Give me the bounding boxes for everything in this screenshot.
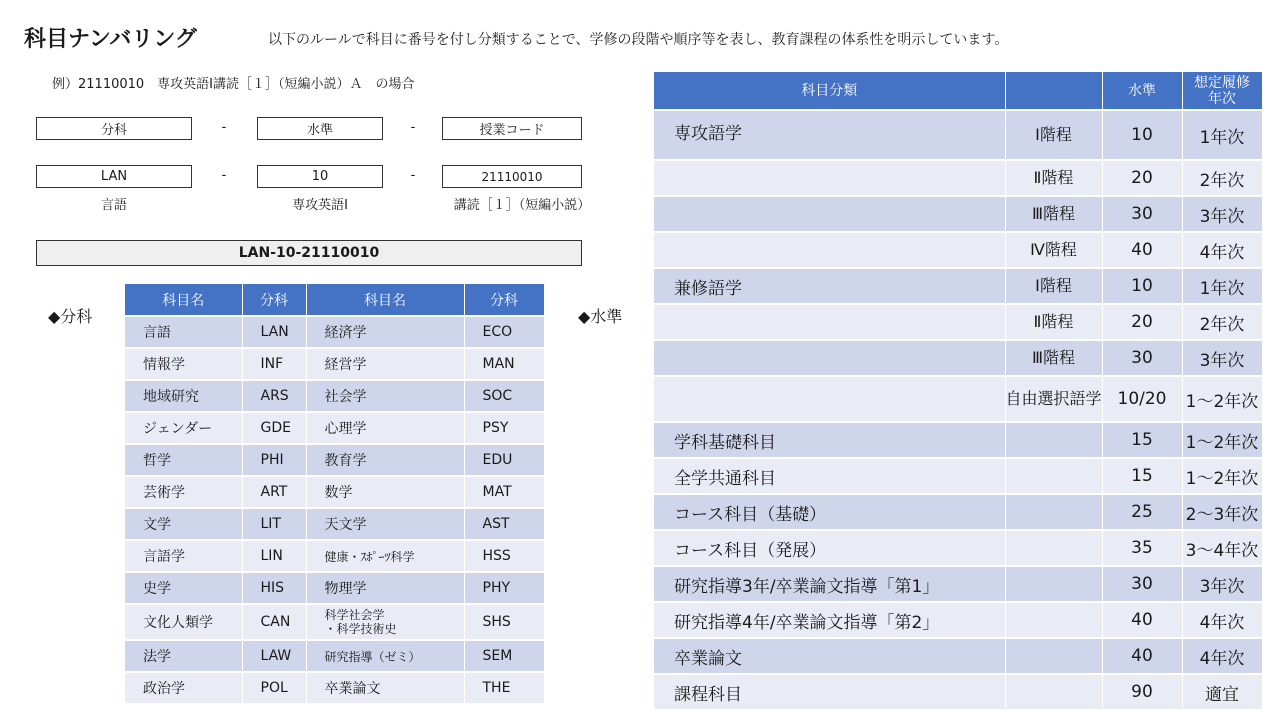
- bunka-code: SOC: [464, 380, 544, 412]
- suijun-row: [654, 674, 1262, 710]
- bunka-code: ECO: [464, 316, 544, 348]
- bunka-header-row: [125, 284, 544, 316]
- bunka-subject-name: 物理学: [306, 572, 464, 604]
- suijun-stage: Ⅰ階程: [1005, 268, 1102, 304]
- bunka-code: PSY: [464, 412, 544, 444]
- bunka-code: SEM: [464, 640, 544, 672]
- bunka-row: [125, 316, 544, 348]
- bunka-row: [125, 476, 544, 508]
- value-box-bunka: LAN: [36, 165, 192, 188]
- separator: -: [221, 120, 227, 135]
- suijun-year: 1年次: [1182, 110, 1262, 160]
- suijun-category: [654, 340, 1005, 376]
- bunka-header: 科目名: [125, 284, 242, 316]
- bunka-code: PHI: [242, 444, 306, 476]
- suijun-level: 30: [1102, 340, 1182, 376]
- suijun-category: 専攻語学: [654, 110, 1005, 160]
- suijun-level: 15: [1102, 458, 1182, 494]
- suijun-year: 4年次: [1182, 602, 1262, 638]
- suijun-year: 1～2年次: [1182, 458, 1262, 494]
- bunka-subject-name: 言語学: [125, 540, 242, 572]
- suijun-row: [654, 232, 1262, 268]
- bunka-header: 科目名: [306, 284, 464, 316]
- bunka-subject-name: 芸術学: [125, 476, 242, 508]
- combined-code: LAN-10-21110010: [36, 240, 582, 266]
- suijun-category: 課程科目: [654, 674, 1005, 710]
- suijun-year: 3年次: [1182, 340, 1262, 376]
- suijun-stage: [1005, 602, 1102, 638]
- bunka-table: [125, 284, 545, 705]
- bunka-code: PHY: [464, 572, 544, 604]
- bunka-code: POL: [242, 672, 306, 704]
- bunka-subject-name: 政治学: [125, 672, 242, 704]
- bunka-code: LIT: [242, 508, 306, 540]
- bunka-row: [125, 380, 544, 412]
- bunka-subject-name: 研究指導（ゼミ）: [306, 640, 464, 672]
- suijun-year: 1～2年次: [1182, 422, 1262, 458]
- suijun-stage: [1005, 674, 1102, 710]
- value-box-jugyo-code: 21110010: [442, 165, 582, 188]
- suijun-category: 研究指導3年/卒業論文指導「第1」: [654, 566, 1005, 602]
- suijun-level: 10: [1102, 268, 1182, 304]
- bunka-row: [125, 540, 544, 572]
- suijun-row: [654, 494, 1262, 530]
- bunka-subject-name: ジェンダー: [125, 412, 242, 444]
- page-description: 以下のルールで科目に番号を付し分類することで、学修の段階や順序等を表し、教育課程の体系性を明示しています。: [268, 32, 1009, 48]
- label-box-suijun: 水準: [257, 117, 383, 140]
- bunka-row: [125, 640, 544, 672]
- suijun-year: 3年次: [1182, 196, 1262, 232]
- suijun-level: 30: [1102, 566, 1182, 602]
- label-box-bunka: 分科: [36, 117, 192, 140]
- bunka-code: EDU: [464, 444, 544, 476]
- suijun-stage: Ⅲ階程: [1005, 196, 1102, 232]
- suijun-year: 4年次: [1182, 638, 1262, 674]
- bunka-subject-name: 科学社会学 ・科学技術史: [306, 604, 464, 640]
- suijun-stage: [1005, 566, 1102, 602]
- suijun-level: 35: [1102, 530, 1182, 566]
- suijun-category: [654, 196, 1005, 232]
- bunka-code: ART: [242, 476, 306, 508]
- suijun-header: 想定履修 年次: [1182, 72, 1262, 110]
- bunka-code: LIN: [242, 540, 306, 572]
- suijun-category: 卒業論文: [654, 638, 1005, 674]
- bunka-code: THE: [464, 672, 544, 704]
- suijun-year: 4年次: [1182, 232, 1262, 268]
- bunka-subject-name: 言語: [125, 316, 242, 348]
- suijun-stage: [1005, 494, 1102, 530]
- bunka-row: [125, 672, 544, 704]
- suijun-row: [654, 458, 1262, 494]
- separator: -: [221, 168, 227, 183]
- bunka-code: GDE: [242, 412, 306, 444]
- suijun-category: コース科目（発展）: [654, 530, 1005, 566]
- suijun-stage: [1005, 530, 1102, 566]
- bunka-section-label: ◆分科: [48, 307, 93, 326]
- suijun-row: [654, 196, 1262, 232]
- suijun-row: [654, 376, 1262, 422]
- suijun-level: 10: [1102, 110, 1182, 160]
- suijun-row: [654, 422, 1262, 458]
- bunka-code: LAN: [242, 316, 306, 348]
- bunka-subject-name: 地域研究: [125, 380, 242, 412]
- bunka-subject-name: 社会学: [306, 380, 464, 412]
- bunka-code: MAN: [464, 348, 544, 380]
- bunka-subject-name: 法学: [125, 640, 242, 672]
- page-title: 科目ナンバリング: [24, 27, 197, 52]
- bunka-code: MAT: [464, 476, 544, 508]
- suijun-stage: [1005, 458, 1102, 494]
- suijun-level: 40: [1102, 638, 1182, 674]
- bunka-subject-name: 経営学: [306, 348, 464, 380]
- suijun-row: [654, 304, 1262, 340]
- suijun-header: 水準: [1102, 72, 1182, 110]
- bunka-row: [125, 604, 544, 640]
- suijun-stage: Ⅱ階程: [1005, 160, 1102, 196]
- suijun-level: 10/20: [1102, 376, 1182, 422]
- bunka-subject-name: 数学: [306, 476, 464, 508]
- suijun-category: 兼修語学: [654, 268, 1005, 304]
- suijun-level: 20: [1102, 160, 1182, 196]
- bunka-subject-name: 天文学: [306, 508, 464, 540]
- bunka-code: INF: [242, 348, 306, 380]
- separator: -: [410, 168, 416, 183]
- suijun-stage: [1005, 422, 1102, 458]
- separator: -: [410, 120, 416, 135]
- bunka-row: [125, 508, 544, 540]
- bunka-code: CAN: [242, 604, 306, 640]
- suijun-row: [654, 602, 1262, 638]
- suijun-category: [654, 160, 1005, 196]
- suijun-year: 2年次: [1182, 304, 1262, 340]
- suijun-stage: Ⅳ階程: [1005, 232, 1102, 268]
- suijun-category: 学科基礎科目: [654, 422, 1005, 458]
- bunka-code: HSS: [464, 540, 544, 572]
- suijun-level: 25: [1102, 494, 1182, 530]
- label-box-jugyo-code: 授業コード: [442, 117, 582, 140]
- value-box-suijun: 10: [257, 165, 383, 188]
- suijun-level: 90: [1102, 674, 1182, 710]
- bunka-subject-name: 哲学: [125, 444, 242, 476]
- suijun-category: [654, 376, 1005, 422]
- suijun-row: [654, 340, 1262, 376]
- bunka-row: [125, 444, 544, 476]
- suijun-stage: Ⅲ階程: [1005, 340, 1102, 376]
- suijun-level: 40: [1102, 602, 1182, 638]
- bunka-subject-name: 健康・ｽﾎﾟｰﾂ科学: [306, 540, 464, 572]
- suijun-category: コース科目（基礎）: [654, 494, 1005, 530]
- bunka-subject-name: 教育学: [306, 444, 464, 476]
- bunka-row: [125, 572, 544, 604]
- suijun-stage: [1005, 638, 1102, 674]
- suijun-row: [654, 160, 1262, 196]
- bunka-code: HIS: [242, 572, 306, 604]
- suijun-year: 3～4年次: [1182, 530, 1262, 566]
- bunka-subject-name: 情報学: [125, 348, 242, 380]
- suijun-section-label: ◆水準: [578, 307, 623, 326]
- suijun-row: [654, 110, 1262, 160]
- bunka-row: [125, 348, 544, 380]
- suijun-row: [654, 566, 1262, 602]
- caption-bunka: 言語: [100, 198, 127, 213]
- suijun-stage: Ⅱ階程: [1005, 304, 1102, 340]
- suijun-category: [654, 232, 1005, 268]
- suijun-level: 40: [1102, 232, 1182, 268]
- suijun-stage: 自由選択語学: [1005, 376, 1102, 422]
- suijun-row: [654, 268, 1262, 304]
- suijun-header-row: [654, 72, 1262, 110]
- bunka-subject-name: 史学: [125, 572, 242, 604]
- suijun-header: [1005, 72, 1102, 110]
- bunka-code: SHS: [464, 604, 544, 640]
- suijun-level: 15: [1102, 422, 1182, 458]
- suijun-stage: Ⅰ階程: [1005, 110, 1102, 160]
- suijun-year: 適宜: [1182, 674, 1262, 710]
- example-text: 例）21110010 専攻英語Ⅰ講読［１］（短編小説）Ａ の場合: [52, 77, 415, 92]
- bunka-subject-name: 心理学: [306, 412, 464, 444]
- suijun-category: [654, 304, 1005, 340]
- suijun-year: 3年次: [1182, 566, 1262, 602]
- bunka-header: 分科: [464, 284, 544, 316]
- suijun-row: [654, 638, 1262, 674]
- suijun-category: 研究指導4年/卒業論文指導「第2」: [654, 602, 1005, 638]
- bunka-code: AST: [464, 508, 544, 540]
- bunka-subject-name: 卒業論文: [306, 672, 464, 704]
- suijun-year: 2年次: [1182, 160, 1262, 196]
- caption-jugyo-code: 講読［１］（短編小説）: [453, 198, 591, 213]
- suijun-category: 全学共通科目: [654, 458, 1005, 494]
- bunka-code: ARS: [242, 380, 306, 412]
- bunka-row: [125, 412, 544, 444]
- suijun-level: 30: [1102, 196, 1182, 232]
- suijun-year: 1年次: [1182, 268, 1262, 304]
- suijun-table: [654, 72, 1263, 711]
- suijun-header: 科目分類: [654, 72, 1005, 110]
- suijun-level: 20: [1102, 304, 1182, 340]
- suijun-year: 1～2年次: [1182, 376, 1262, 422]
- bunka-subject-name: 経済学: [306, 316, 464, 348]
- suijun-year: 2～3年次: [1182, 494, 1262, 530]
- caption-suijun: 専攻英語Ⅰ: [292, 198, 348, 213]
- bunka-code: LAW: [242, 640, 306, 672]
- bunka-header: 分科: [242, 284, 306, 316]
- suijun-row: [654, 530, 1262, 566]
- bunka-subject-name: 文化人類学: [125, 604, 242, 640]
- bunka-subject-name: 文学: [125, 508, 242, 540]
